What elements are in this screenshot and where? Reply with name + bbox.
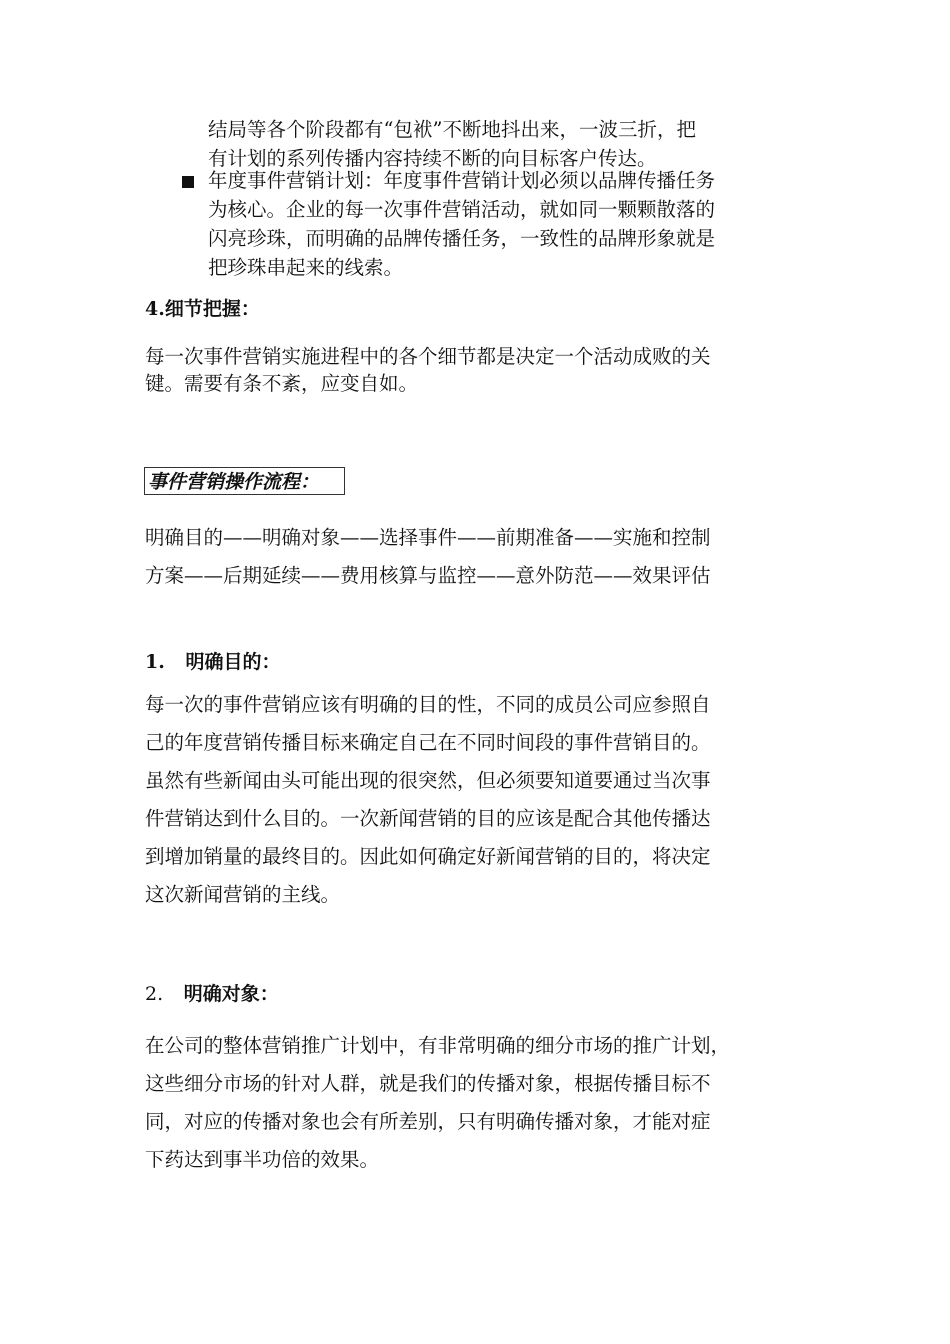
text-line: 方案——后期延续——费用核算与监控——意外防范——效果评估	[145, 564, 711, 587]
step-heading	[145, 981, 279, 1007]
text-line: 件营销达到什么目的。一次新闻营销的目的应该是配合其他传播达	[145, 807, 711, 830]
process-flow	[145, 519, 711, 595]
text-line: 这次新闻营销的主线。	[145, 883, 341, 906]
step-title: 明确对象：	[183, 983, 279, 1005]
text-line: 到增加销量的最终目的。因此如何确定好新闻营销的目的，将决定	[145, 845, 711, 868]
text-line: 每一次的事件营销应该有明确的目的性，不同的成员公司应参照自	[145, 693, 711, 716]
step-number: 1.	[145, 651, 165, 673]
bullet-annual-plan	[208, 166, 715, 282]
text-line: 结局等各个阶段都有“包袱”不断地抖出来，一波三折，把	[208, 118, 696, 141]
text-line: 每一次事件营销实施进程中的各个细节都是决定一个活动成败的关	[145, 345, 711, 368]
text-line: 年度事件营销计划：年度事件营销计划必须以品牌传播任务	[208, 169, 716, 192]
step-paragraph	[145, 1027, 730, 1179]
text-line: 把珍珠串起来的线索。	[208, 256, 404, 279]
text-line: 虽然有些新闻由头可能出现的很突然，但必须要知道要通过当次事	[145, 769, 711, 792]
step-heading	[145, 649, 280, 675]
text-line: 这些细分市场的针对人群，就是我们的传播对象，根据传播目标不	[145, 1072, 711, 1095]
step-paragraph	[145, 686, 711, 914]
text-line: 下药达到事半功倍的效果。	[145, 1148, 380, 1171]
continuation-text	[208, 115, 696, 173]
step-title: 明确目的：	[185, 651, 281, 673]
text-line: 在公司的整体营销推广计划中，有非常明确的细分市场的推广计划，	[145, 1034, 731, 1057]
step-number: 2.	[145, 983, 164, 1005]
text-line: 键。需要有条不紊，应变自如。	[145, 372, 419, 395]
text-line: 同，对应的传播对象也会有所差别，只有明确传播对象，才能对症	[145, 1110, 711, 1133]
process-title: 事件营销操作流程：	[144, 467, 345, 495]
square-bullet-icon	[182, 176, 194, 188]
text-line: 闪亮珍珠，而明确的品牌传播任务，一致性的品牌形象就是	[208, 227, 716, 250]
text-line: 为核心。企业的每一次事件营销活动，就如同一颗颗散落的	[208, 198, 716, 221]
section-heading: 4.细节把握：	[145, 298, 260, 320]
text-line: 己的年度营销传播目标来确定自己在不同时间段的事件营销目的。	[145, 731, 711, 754]
text-line: 有计划的系列传播内容持续不断的向目标客户传达。	[208, 147, 657, 170]
section-paragraph	[145, 343, 711, 397]
text-line: 明确目的——明确对象——选择事件——前期准备——实施和控制	[145, 526, 711, 549]
